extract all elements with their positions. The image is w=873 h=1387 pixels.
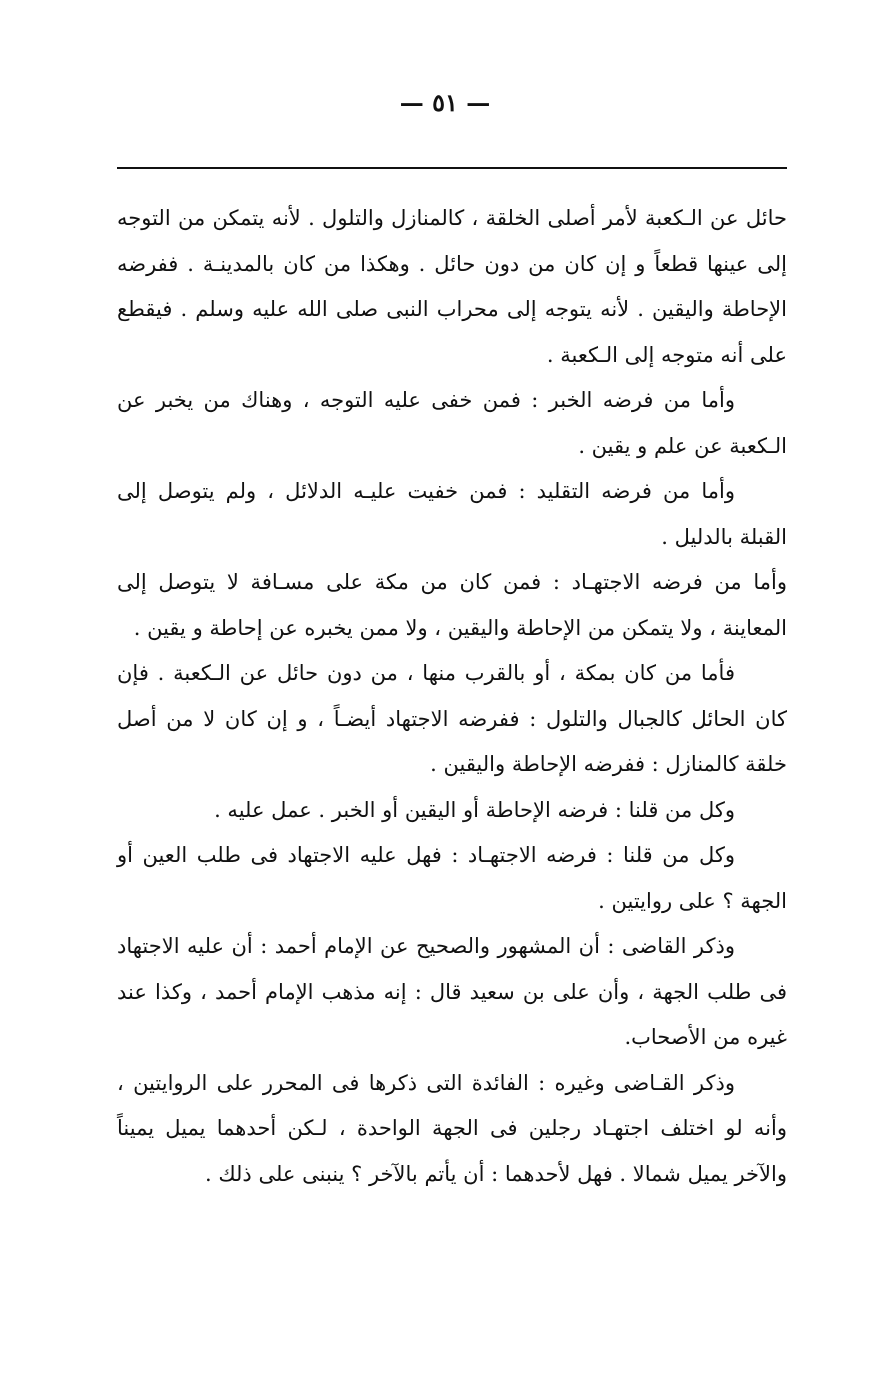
page-number: — ٥١ —: [399, 88, 491, 117]
paragraph: وكل من قلنا : فرضه الإحاطة أو اليقين أو الخبر . عمل عليه .: [214, 797, 735, 822]
paragraph: وكل من قلنا : فرضه الاجتهـاد : فهل عليه الاجتهاد فى طلب العين أو الجهة ؟ على روايتين .: [117, 843, 787, 913]
paragraph: وأما من فرضه التقليد : فمن خفيت عليـه الدلائل ، ولم يتوصل إلى القبلة بالدليل .: [117, 479, 787, 549]
paragraph: وأما من فرضه الاجتهـاد : فمن كان من مكة على مسـافة لا يتوصل إلى المعاينة ، ولا يتمكن من الإحاطة واليقين ، ولا ممن يخبره عن إحاطة و يقين .: [117, 570, 787, 640]
header-rule: [117, 167, 787, 169]
paragraph: وذكر القاضى : أن المشهور والصحيح عن الإمام أحمد : أن عليه الاجتهاد فى طلب الجهة ، وأن على بن سعيد قال : إنه مذهب الإمام أحمد ، وكذا عند غيره من الأصحاب.: [117, 934, 787, 1049]
paragraph: وأما من فرضه الخبر : فمن خفى عليه التوجه ، وهناك من يخبر عن الـكعبة عن علم و يقين .: [117, 388, 787, 458]
paragraph: حائل عن الـكعبة لأمر أصلى الخلقة ، كالمنازل والتلول . لأنه يتمكن من التوجه إلى عينها قطعاً و إن كان من دون حائل . وهكذا من كان بالمدينـة . ففرضه الإحاطة واليقين . لأنه يتوجه إلى محراب النبى صلى الله عليه وسلم . فيقطع على أنه متوجه إلى الـكعبة .: [117, 206, 787, 367]
paragraph: فأما من كان بمكة ، أو بالقرب منها ، من دون حائل عن الـكعبة . فإن كان الحائل كالجبال والتلول : ففرضه الاجتهاد أيضـاً ، و إن كان لا من أصل خلقة كالمنازل : ففرضه الإحاطة واليقين .: [117, 661, 787, 776]
paragraph: وذكر القـاضى وغيره : الفائدة التى ذكرها فى المحرر على الروايتين ، وأنه لو اختلف اجتهـاد رجلين فى الجهة الواحدة ، لـكن أحدهما يميل يميناً والآخر يميل شمالا . فهل لأحدهما : أن يأتم بالآخر ؟ ينبنى على ذلك .: [117, 1070, 787, 1186]
body-text: [117, 196, 787, 1197]
